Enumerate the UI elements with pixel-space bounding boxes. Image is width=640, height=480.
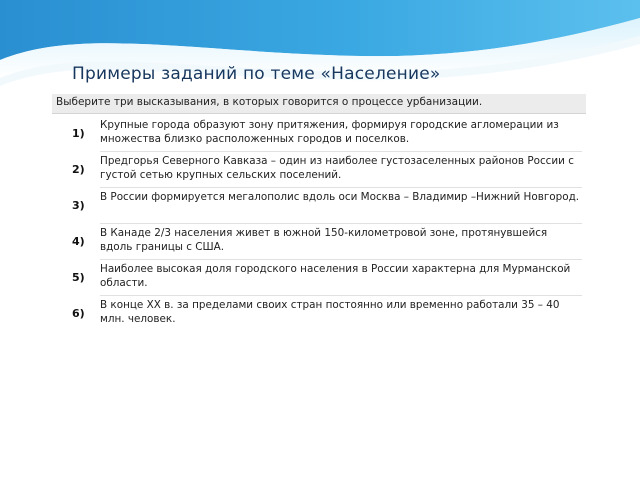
list-item [52, 190, 592, 224]
item-text: В конце XX в. за пределами своих стран постоянно или временно работали 35 – 40 млн. человек. [100, 299, 560, 325]
item-number: 5) [72, 271, 85, 284]
divider [100, 151, 582, 152]
task-instruction-bar [52, 94, 586, 114]
item-number: 4) [72, 235, 85, 248]
item-text: Крупные города образуют зону притяжения, формируя городские агломерации из множества близко расположенных городов и поселков. [100, 119, 559, 145]
divider [100, 223, 582, 224]
list-item [52, 226, 592, 260]
item-text: Предгорья Северного Кавказа – один из наиболее густозаселенных районов России с густой сетью крупных сельских поселений. [100, 155, 574, 181]
item-text: Наиболее высокая доля городского населения в России характерна для Мурманской области. [100, 263, 571, 289]
slide-title: Примеры заданий по теме «Население» [72, 64, 441, 84]
list-item [52, 118, 592, 152]
list-item [52, 298, 592, 332]
item-text: В России формируется мегалополис вдоль оси Москва – Владимир –Нижний Новгород. [100, 191, 580, 203]
item-number: 3) [72, 199, 85, 212]
item-number: 2) [72, 163, 85, 176]
divider [100, 187, 582, 188]
list-item [52, 154, 592, 188]
task-instruction-text: Выберите три высказывания, в которых говорится о процессе урбанизации. [56, 96, 483, 108]
divider [100, 259, 582, 260]
list-item [52, 262, 592, 296]
item-text: В Канаде 2/3 населения живет в южной 150-километровой зоне, протянувшейся вдоль границы с США. [100, 227, 548, 253]
divider [100, 295, 582, 296]
item-number: 6) [72, 307, 85, 320]
item-number: 1) [72, 127, 85, 140]
